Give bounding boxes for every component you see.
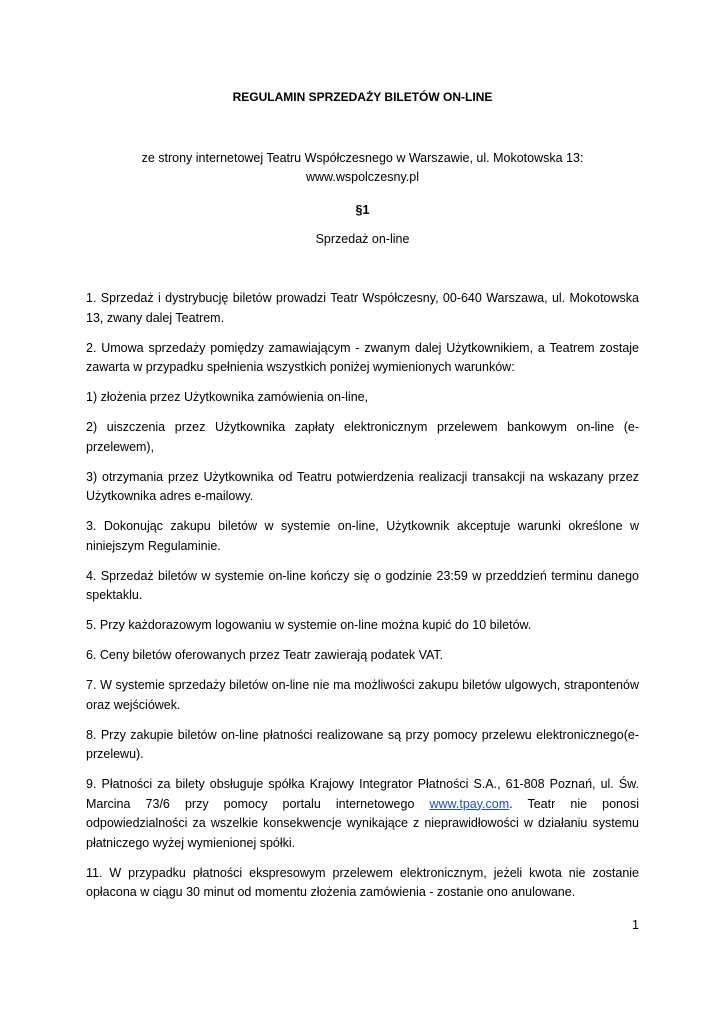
section-title: Sprzedaż on-line xyxy=(315,232,410,246)
paragraph-2-item-1: 1) złożenia przez Użytkownika zamówienia on-line, xyxy=(86,390,369,404)
paragraph-3: 3. Dokonując zakupu biletów w systemie on-line, Użytkownik akceptuje warunki określone w niniejszym Regulaminie. xyxy=(86,519,639,553)
paragraph-4: 4. Sprzedaż biletów w systemie on-line kończy się o godzinie 23:59 w przeddzień terminu danego spektaklu. xyxy=(86,568,639,602)
paragraph-2-item-2: 2) uiszczenia przez Użytkownika zapłaty elektronicznym przelewem bankowym on-line (e-przelewem), xyxy=(86,420,639,454)
paragraph-11: 11. W przypadku płatności ekspresowym przelewem elektronicznym, jeżeli kwota nie zostanie opłacona w ciągu 30 minut od momentu złożenia zamówienia - zostanie ono anulowane. xyxy=(86,865,639,899)
paragraph-9-text-start: 9. Płatności za bilety obsługuje spółka Krajowy Integrator Płatności S.A., 61-808 Poznań, ul. Św. Marcina 73/6 przy pomocy portalu internetowego xyxy=(86,777,639,811)
paragraph-5: 5. Przy każdorazowym logowaniu w systemie on-line można kupić do 10 biletów. xyxy=(86,618,532,632)
paragraph-2: 2. Umowa sprzedaży pomiędzy zamawiającym - zwanym dalej Użytkownikiem, a Teatrem zostaje zawarta w przypadku spełnienia wszystkich poniżej wymienionych warunków: xyxy=(86,340,639,374)
tpay-link[interactable]: www.tpay.com xyxy=(429,796,510,811)
document-title: REGULAMIN SPRZEDAŻY BILETÓW ON-LINE xyxy=(232,90,493,104)
page-number: 1 xyxy=(632,918,639,932)
subtitle-url: www.wspolczesny.pl xyxy=(305,170,419,184)
paragraph-8: 8. Przy zakupie biletów on-line płatności realizowane są przy pomocy przelewu elektronicznego(e-przelewu). xyxy=(86,727,639,761)
subtitle-line-1: ze strony internetowej Teatru Współczesnego w Warszawie, ul. Mokotowska 13: xyxy=(141,151,584,165)
paragraph-6: 6. Ceny biletów oferowanych przez Teatr zawierają podatek VAT. xyxy=(86,648,444,662)
section-number: §1 xyxy=(355,203,370,217)
paragraph-2-item-3: 3) otrzymania przez Użytkownika od Teatru potwierdzenia realizacji transakcji na wskazany przez Użytkownika adres e-mailowy. xyxy=(86,469,639,503)
paragraph-9 xyxy=(86,775,639,853)
document-body xyxy=(86,289,639,913)
document-subtitle xyxy=(86,149,639,187)
paragraph-1: 1. Sprzedaż i dystrybucję biletów prowadzi Teatr Współczesny, 00-640 Warszawa, ul. Mokotowska 13, zwany dalej Teatrem. xyxy=(86,291,639,325)
paragraph-7: 7. W systemie sprzedaży biletów on-line nie ma możliwości zakupu biletów ulgowych, strapontenów oraz wejściówek. xyxy=(86,678,639,712)
paragraph-9-text-end: . Teatr nie ponosi odpowiedzialności za wszelkie konsekwencje wynikające z nieprawidłowości w działaniu systemu płatniczego wyżej wymienionej spółki. xyxy=(86,796,639,850)
